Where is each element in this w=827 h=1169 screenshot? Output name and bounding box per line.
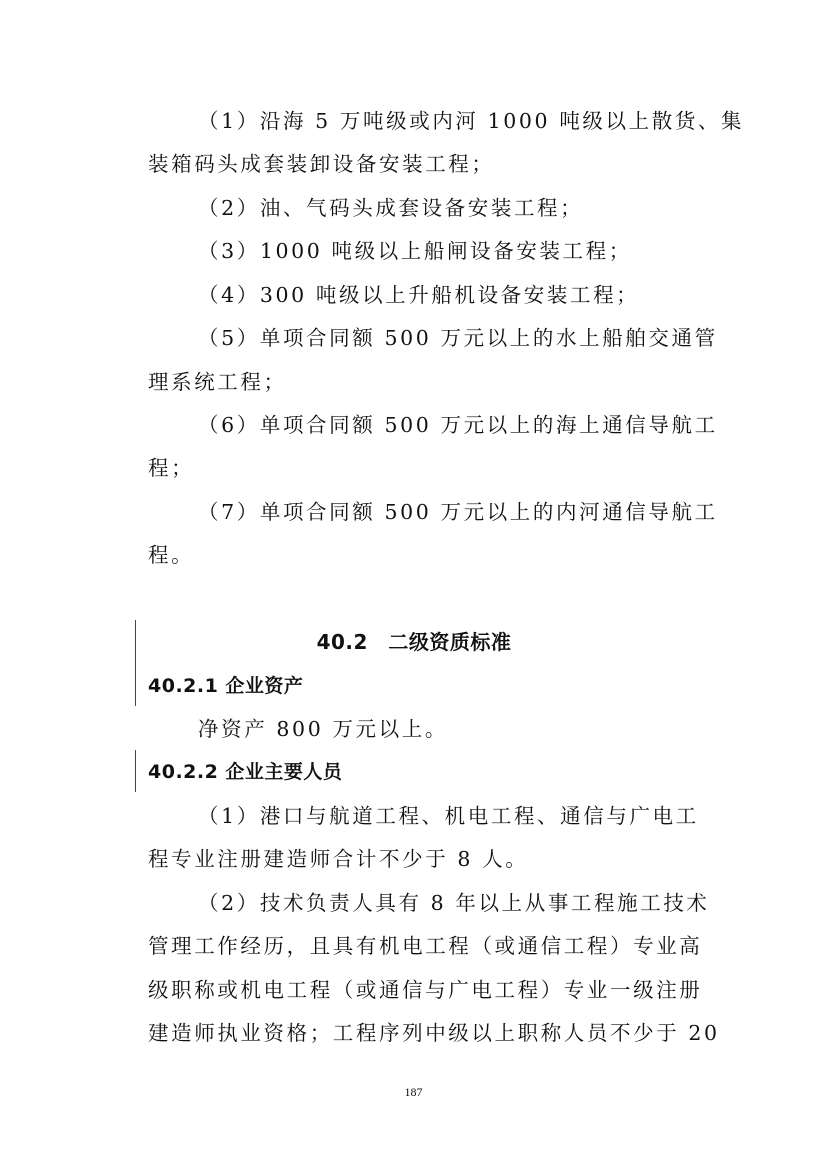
personnel-p1-line-1: （1）港口与航道工程、机电工程、通信与广电工 [198, 804, 699, 828]
page-number: 187 [404, 1085, 423, 1099]
personnel-p1-line-2: 程专业注册建造师合计不少于 8 人。 [148, 847, 529, 871]
item-6-line-2: 程； [148, 456, 195, 480]
personnel-p2-line-1: （2）技术负责人具有 8 年以上从事工程施工技术 [198, 891, 710, 915]
personnel-p2-line-2: 管理工作经历，且具有机电工程（或通信工程）专业高 [148, 934, 703, 958]
subsection-heading-personnel: 40.2.2 企业主要人员 [148, 761, 343, 783]
revision-bar [135, 750, 136, 792]
personnel-p2-line-3: 级职称或机电工程（或通信与广电工程）专业一级注册 [148, 978, 703, 1002]
item-5-line-1: （5）单项合同额 500 万元以上的水上船舶交通管 [198, 326, 718, 350]
item-6-line-1: （6）单项合同额 500 万元以上的海上通信导航工 [198, 413, 718, 437]
item-5-line-2: 理系统工程； [148, 370, 287, 394]
item-7-line-1: （7）单项合同额 500 万元以上的内河通信导航工 [198, 500, 718, 524]
revision-bar [135, 620, 136, 706]
assets-text: 净资产 800 万元以上。 [198, 717, 448, 741]
personnel-p2-line-4: 建造师执业资格；工程序列中级以上职称人员不少于 20 [148, 1021, 720, 1045]
item-1-line-2: 装箱码头成套装卸设备安装工程； [148, 152, 495, 176]
item-2-line-1: （2）油、气码头成套设备安装工程； [198, 196, 584, 220]
section-title: 40.2 二级资质标准 [316, 630, 512, 654]
subsection-heading-assets: 40.2.1 企业资产 [148, 675, 304, 697]
item-1-line-1: （1）沿海 5 万吨级或内河 1000 吨级以上散货、集 [198, 109, 745, 133]
item-3-line-1: （3）1000 吨级以上船闸设备安装工程； [198, 239, 632, 263]
item-7-line-2: 程。 [148, 543, 195, 567]
item-4-line-1: （4）300 吨级以上升船机设备安装工程； [198, 283, 640, 307]
